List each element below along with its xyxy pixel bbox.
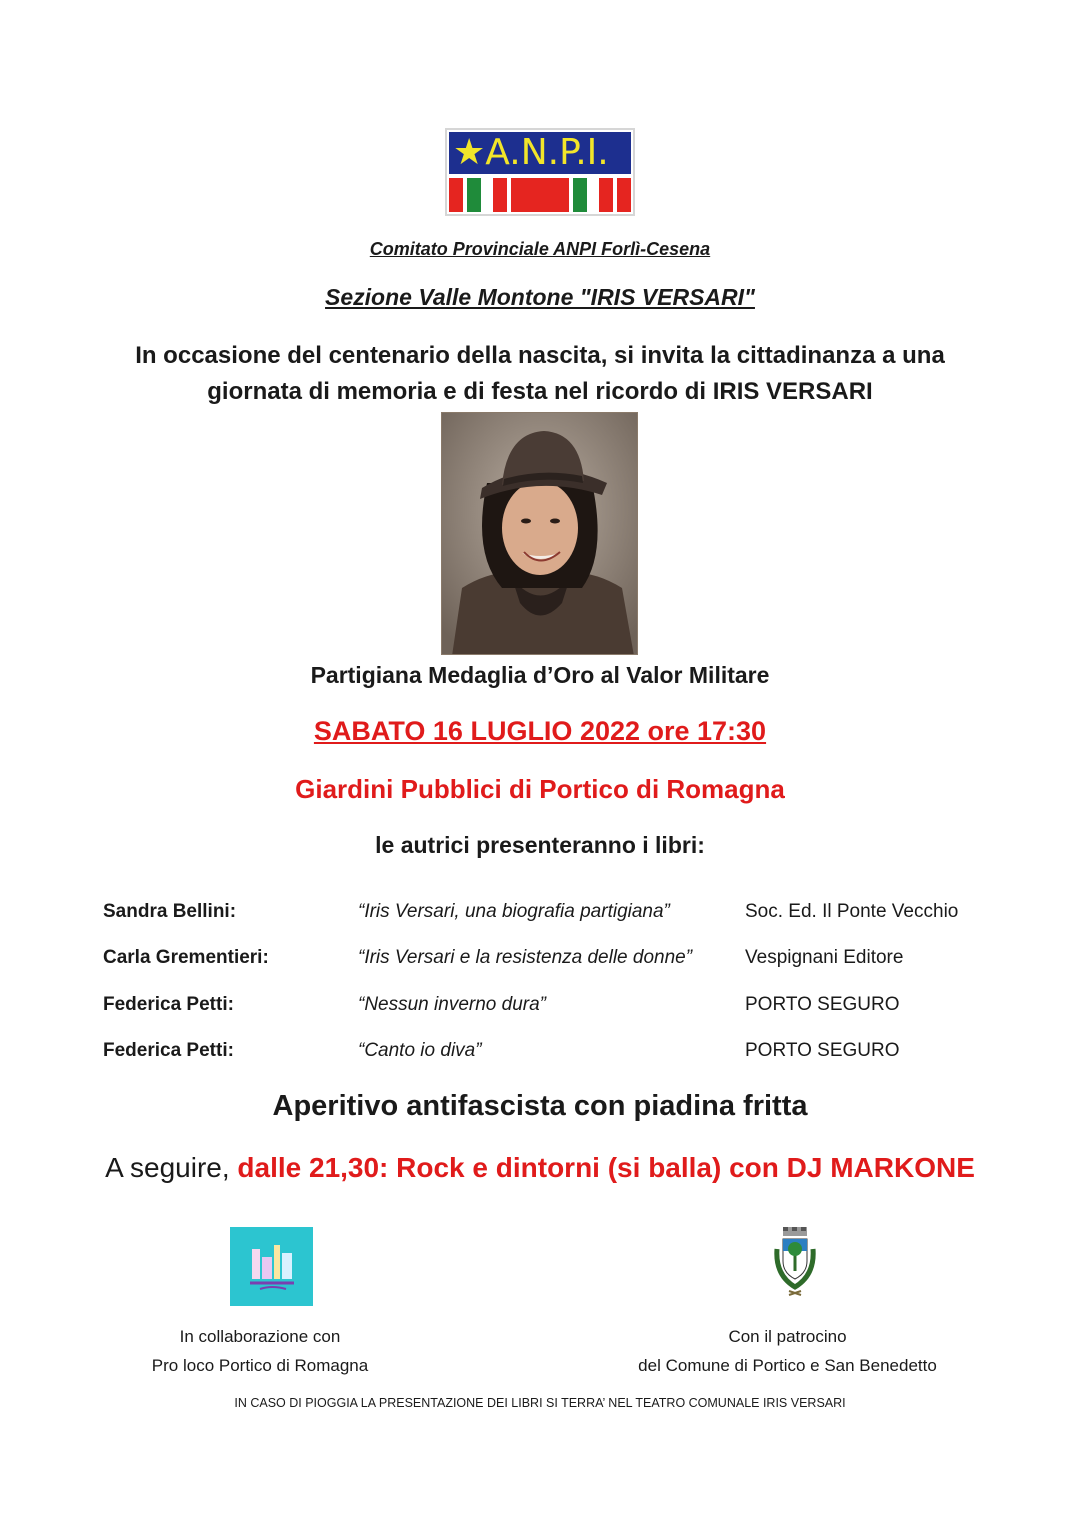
book-title: “Iris Versari, una biografia partigiana” [358, 901, 670, 922]
proloco-logo [230, 1227, 313, 1306]
book-title: “Iris Versari e la resistenza delle donne” [358, 947, 693, 968]
book-publisher: PORTO SEGURO [745, 1040, 900, 1061]
intro-line-1: In occasione del centenario della nascita, si invita la cittadinanza a una [135, 342, 945, 369]
patronage-line-1: Con il patrocino [728, 1327, 847, 1346]
rain-notice: IN CASO DI PIOGGIA LA PRESENTAZIONE DEI LIBRI SI TERRA’ NEL TEATRO COMUNALE IRIS VERSARI [234, 1396, 846, 1410]
list-item [0, 994, 1080, 1024]
portrait-photo [441, 412, 638, 655]
collaboration-credit [130, 1322, 390, 1380]
intro-text [0, 338, 1080, 410]
event-date: SABATO 16 LUGLIO 2022 ore 17:30 [313, 716, 767, 746]
after-prefix: A seguire, [105, 1152, 238, 1183]
collaboration-line-2: Pro loco Portico di Romagna [151, 1356, 369, 1375]
section-title: Sezione Valle Montone "IRIS VERSARI" [325, 284, 755, 310]
list-item [0, 1040, 1080, 1070]
book-title: “Canto io diva” [358, 1040, 482, 1061]
book-author: Sandra Bellini: [103, 901, 237, 922]
book-author: Federica Petti: [103, 1040, 234, 1061]
patronage-line-2: del Comune di Portico e San Benedetto [638, 1356, 937, 1375]
star-icon: ★ [453, 132, 486, 173]
anpi-logo [445, 128, 635, 216]
committee-title: Comitato Provinciale ANPI Forlì-Cesena [369, 239, 711, 259]
anpi-logo-text: A.N.P.I. [485, 132, 609, 173]
italian-flags-stripe [449, 178, 631, 212]
book-author: Carla Grementieri: [103, 947, 269, 968]
book-title: “Nessun inverno dura” [358, 994, 546, 1015]
anpi-logo-banner [449, 132, 631, 174]
books-intro: le autrici presenteranno i libri: [375, 832, 705, 858]
book-author: Federica Petti: [103, 994, 234, 1015]
aperitivo-text: Aperitivo antifascista con piadina fritta [272, 1090, 808, 1122]
after-highlight: dalle 21,30: Rock e dintorni (si balla) con DJ MARKONE [237, 1152, 975, 1183]
list-item [0, 901, 1080, 931]
book-publisher: Soc. Ed. Il Ponte Vecchio [745, 901, 959, 922]
book-publisher: PORTO SEGURO [745, 994, 900, 1015]
coat-of-arms-icon [765, 1225, 825, 1299]
intro-line-2: giornata di memoria e di festa nel ricordo di IRIS VERSARI [207, 378, 873, 405]
list-item [0, 947, 1080, 977]
event-place: Giardini Pubblici di Portico di Romagna [295, 774, 785, 804]
book-publisher: Vespignani Editore [745, 947, 904, 968]
patronage-credit [600, 1322, 975, 1380]
subtitle-medal: Partigiana Medaglia d’Oro al Valor Militare [310, 662, 770, 688]
collaboration-line-1: In collaborazione con [179, 1327, 341, 1346]
after-event-text [0, 1152, 1080, 1184]
